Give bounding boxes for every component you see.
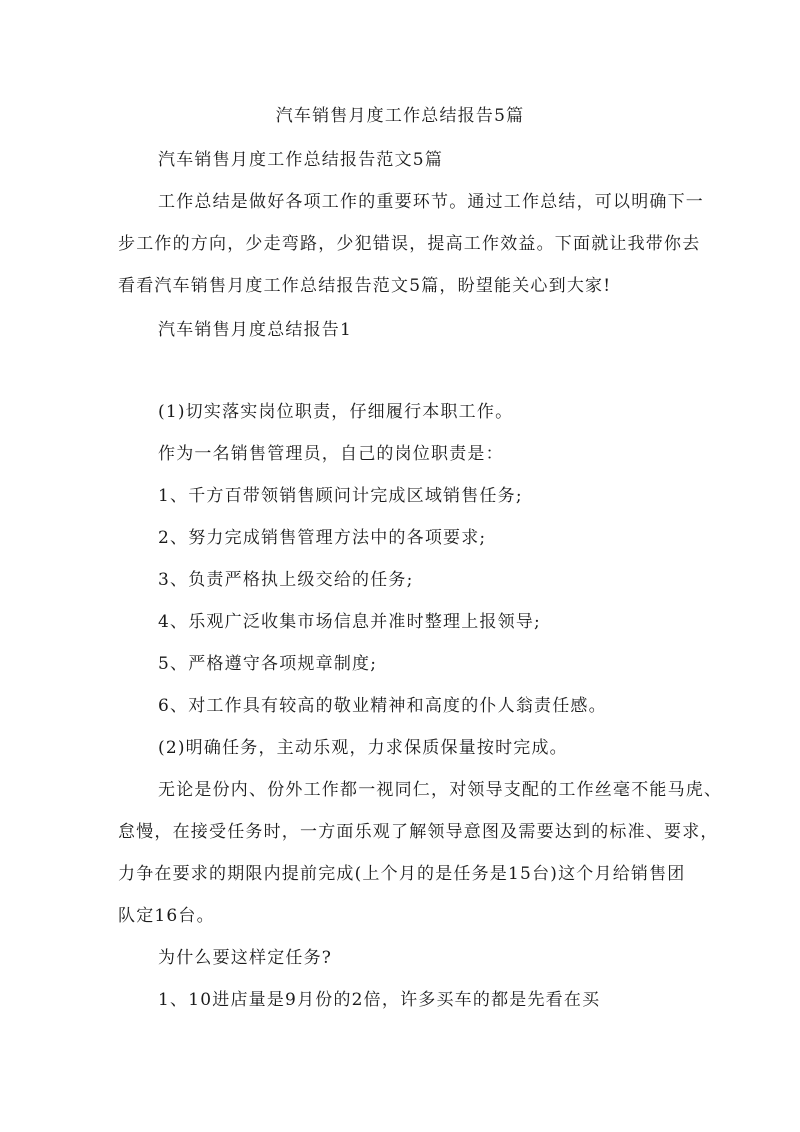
- intro-line-2: 步工作的方向，少走弯路，少犯错误，提高工作效益。下面就让我带你去: [118, 234, 701, 254]
- duty-item: 5、严格遵守各项规章制度;: [158, 654, 378, 674]
- section2-line-4: 队定16台。: [118, 906, 215, 926]
- question-line: 为什么要这样定任务?: [158, 948, 333, 968]
- duty-item: 4、乐观广泛收集市场信息并准时整理上报领导;: [158, 612, 541, 632]
- document-subtitle: 汽车销售月度工作总结报告范文5篇: [158, 150, 444, 170]
- section1-heading: (1)切实落实岗位职责，仔细履行本职工作。: [158, 402, 514, 422]
- section2-line-1: 无论是份内、份外工作都一视同仁，对领导支配的工作丝毫不能马虎、: [158, 780, 723, 800]
- section1-lead: 作为一名销售管理员，自己的岗位职责是：: [158, 444, 504, 464]
- section2-heading: (2)明确任务，主动乐观，力求保质保量按时完成。: [158, 738, 568, 758]
- duty-item: 2、努力完成销售管理方法中的各项要求;: [158, 528, 487, 548]
- duty-item: 6、对工作具有较高的敬业精神和高度的仆人翁责任感。: [158, 696, 607, 716]
- answer-line-1: 1、10进店量是9月份的2倍，许多买车的都是先看在买: [158, 990, 601, 1010]
- report-heading: 汽车销售月度总结报告1: [158, 320, 353, 340]
- document-title: 汽车销售月度工作总结报告5篇: [275, 106, 525, 126]
- intro-line-3: 看看汽车销售月度工作总结报告范文5篇，盼望能关心到大家!: [118, 276, 612, 296]
- section2-line-2: 怠慢，在接受任务时，一方面乐观了解领导意图及需要达到的标准、要求，: [118, 822, 719, 842]
- section2-line-3: 力争在要求的期限内提前完成(上个月的是任务是15台)这个月给销售团: [118, 864, 686, 884]
- intro-line-1: 工作总结是做好各项工作的重要环节。通过工作总结，可以明确下一: [158, 192, 704, 212]
- duty-item: 1、千方百带领销售顾问计完成区域销售任务;: [158, 486, 523, 506]
- duty-item: 3、负责严格执上级交给的任务;: [158, 570, 414, 590]
